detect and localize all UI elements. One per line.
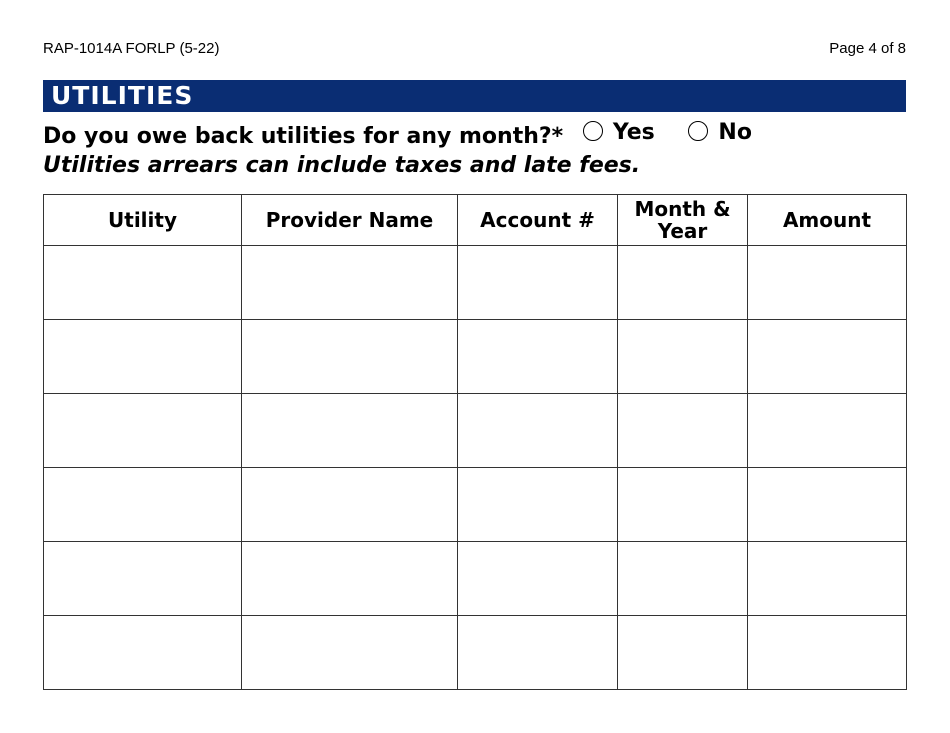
utility-cell[interactable] <box>44 246 242 320</box>
table-row <box>44 468 907 542</box>
utility-cell[interactable] <box>44 394 242 468</box>
page-number: Page 4 of 8 <box>829 40 906 57</box>
no-option[interactable] <box>688 118 752 148</box>
account-number-cell[interactable] <box>458 616 618 690</box>
account-number-cell[interactable] <box>458 468 618 542</box>
month-year-cell[interactable] <box>618 468 748 542</box>
amount-cell[interactable] <box>748 468 907 542</box>
table-header-row <box>44 195 907 246</box>
provider-name-cell[interactable] <box>242 468 458 542</box>
utility-cell[interactable] <box>44 320 242 394</box>
utilities-question <box>43 118 752 152</box>
amount-cell[interactable] <box>748 320 907 394</box>
yes-radio[interactable] <box>583 121 603 141</box>
question-text: Do you owe back utilities for any month?* <box>43 124 564 149</box>
provider-name-cell[interactable] <box>242 246 458 320</box>
yes-option[interactable] <box>583 118 655 148</box>
table-row <box>44 394 907 468</box>
provider-name-cell[interactable] <box>242 616 458 690</box>
month-year-cell[interactable] <box>618 320 748 394</box>
table-row <box>44 616 907 690</box>
no-label: No <box>718 120 752 145</box>
amount-cell[interactable] <box>748 394 907 468</box>
account-number-cell[interactable] <box>458 246 618 320</box>
amount-cell[interactable] <box>748 616 907 690</box>
month-year-cell[interactable] <box>618 394 748 468</box>
no-radio[interactable] <box>688 121 708 141</box>
utilities-table <box>43 194 907 690</box>
section-title-bar <box>43 80 906 112</box>
utility-cell[interactable] <box>44 542 242 616</box>
yes-label: Yes <box>612 120 655 145</box>
month-year-cell[interactable] <box>618 616 748 690</box>
table-row <box>44 320 907 394</box>
utility-cell[interactable] <box>44 616 242 690</box>
column-header-provider-name: Provider Name <box>242 195 458 246</box>
account-number-cell[interactable] <box>458 542 618 616</box>
section-title: UTILITIES <box>51 81 194 110</box>
month-year-cell[interactable] <box>618 542 748 616</box>
utility-cell[interactable] <box>44 468 242 542</box>
provider-name-cell[interactable] <box>242 542 458 616</box>
account-number-cell[interactable] <box>458 394 618 468</box>
provider-name-cell[interactable] <box>242 394 458 468</box>
column-header-month-year: Month & Year <box>618 195 748 246</box>
arrears-note: Utilities arrears can include taxes and late fees. <box>43 153 641 178</box>
table-row <box>44 542 907 616</box>
amount-cell[interactable] <box>748 246 907 320</box>
column-header-amount: Amount <box>748 195 907 246</box>
form-id: RAP-1014A FORLP (5-22) <box>43 40 220 57</box>
provider-name-cell[interactable] <box>242 320 458 394</box>
month-year-cell[interactable] <box>618 246 748 320</box>
column-header-utility: Utility <box>44 195 242 246</box>
column-header-account-number: Account # <box>458 195 618 246</box>
account-number-cell[interactable] <box>458 320 618 394</box>
table-row <box>44 246 907 320</box>
amount-cell[interactable] <box>748 542 907 616</box>
